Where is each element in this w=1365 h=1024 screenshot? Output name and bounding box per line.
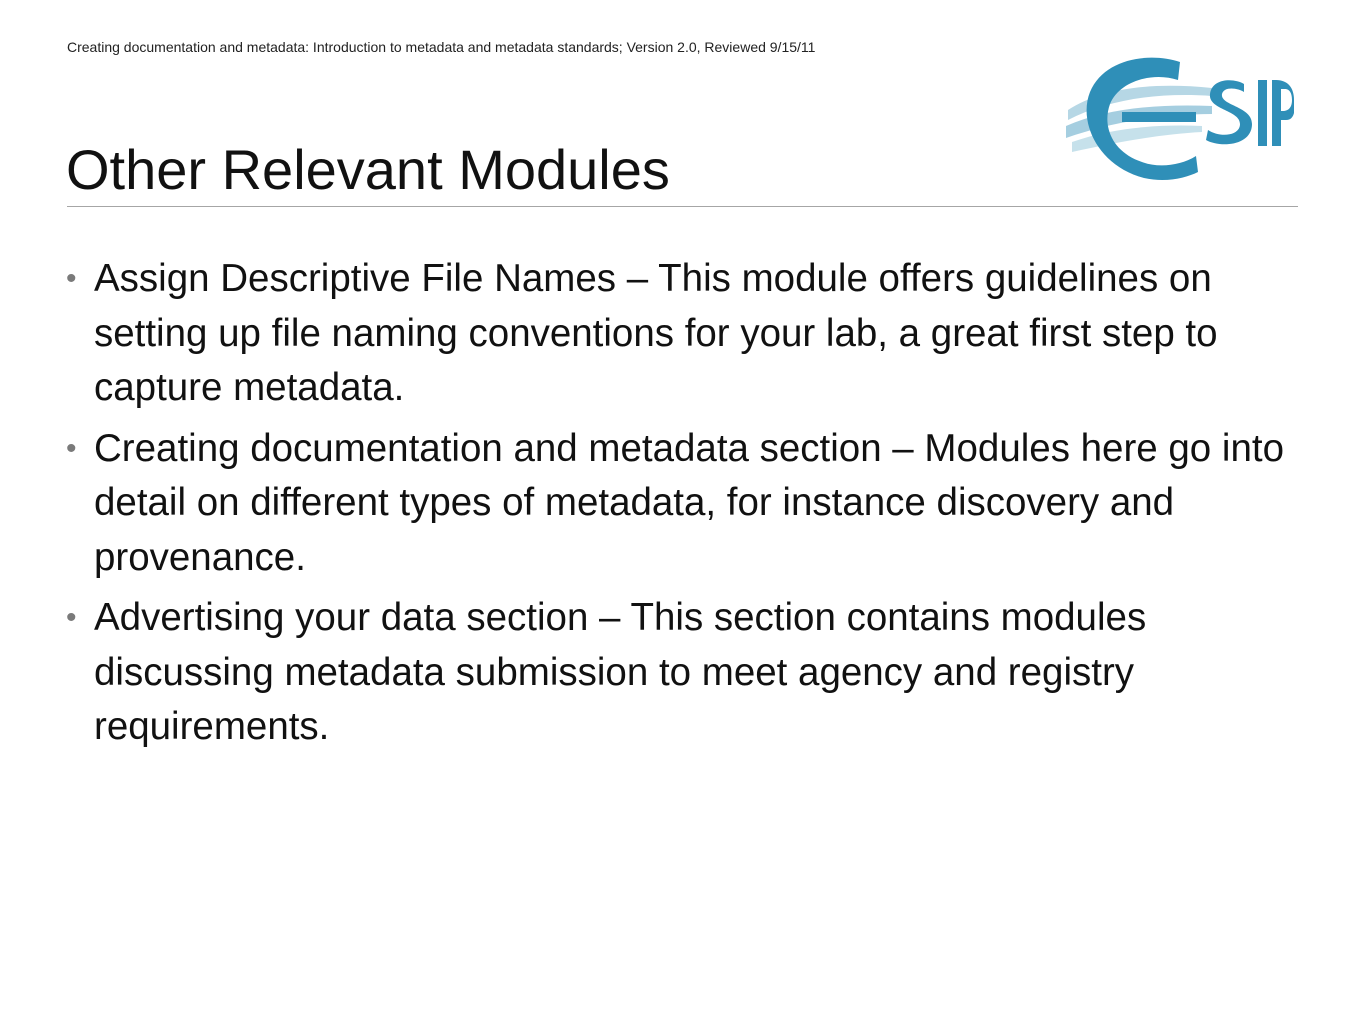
header-note: Creating documentation and metadata: Introduction to metadata and metadata standards; Version 2.0, Reviewed 9/15/11 bbox=[67, 39, 816, 55]
bullet-text: Creating documentation and metadata section – Modules here go into detail on different types of metadata, for instance discovery and provenance. bbox=[94, 426, 1284, 579]
bullet-text: Assign Descriptive File Names – This module offers guidelines on setting up file naming conventions for your lab, a great first step to capture metadata. bbox=[94, 257, 1218, 409]
slide-title: Other Relevant Modules bbox=[66, 138, 670, 201]
bullet-text: Advertising your data section – This section contains modules discussing metadata submission to meet agency and registry requirements. bbox=[94, 596, 1147, 748]
bullet-icon: • bbox=[66, 262, 77, 295]
esip-logo-icon bbox=[1062, 48, 1294, 184]
title-divider bbox=[67, 206, 1298, 207]
bullet-icon: • bbox=[66, 431, 77, 465]
list-item bbox=[66, 252, 1286, 416]
list-item bbox=[66, 591, 1286, 755]
bullet-list bbox=[66, 252, 1286, 761]
list-item bbox=[66, 422, 1286, 586]
bullet-icon: • bbox=[66, 601, 77, 634]
